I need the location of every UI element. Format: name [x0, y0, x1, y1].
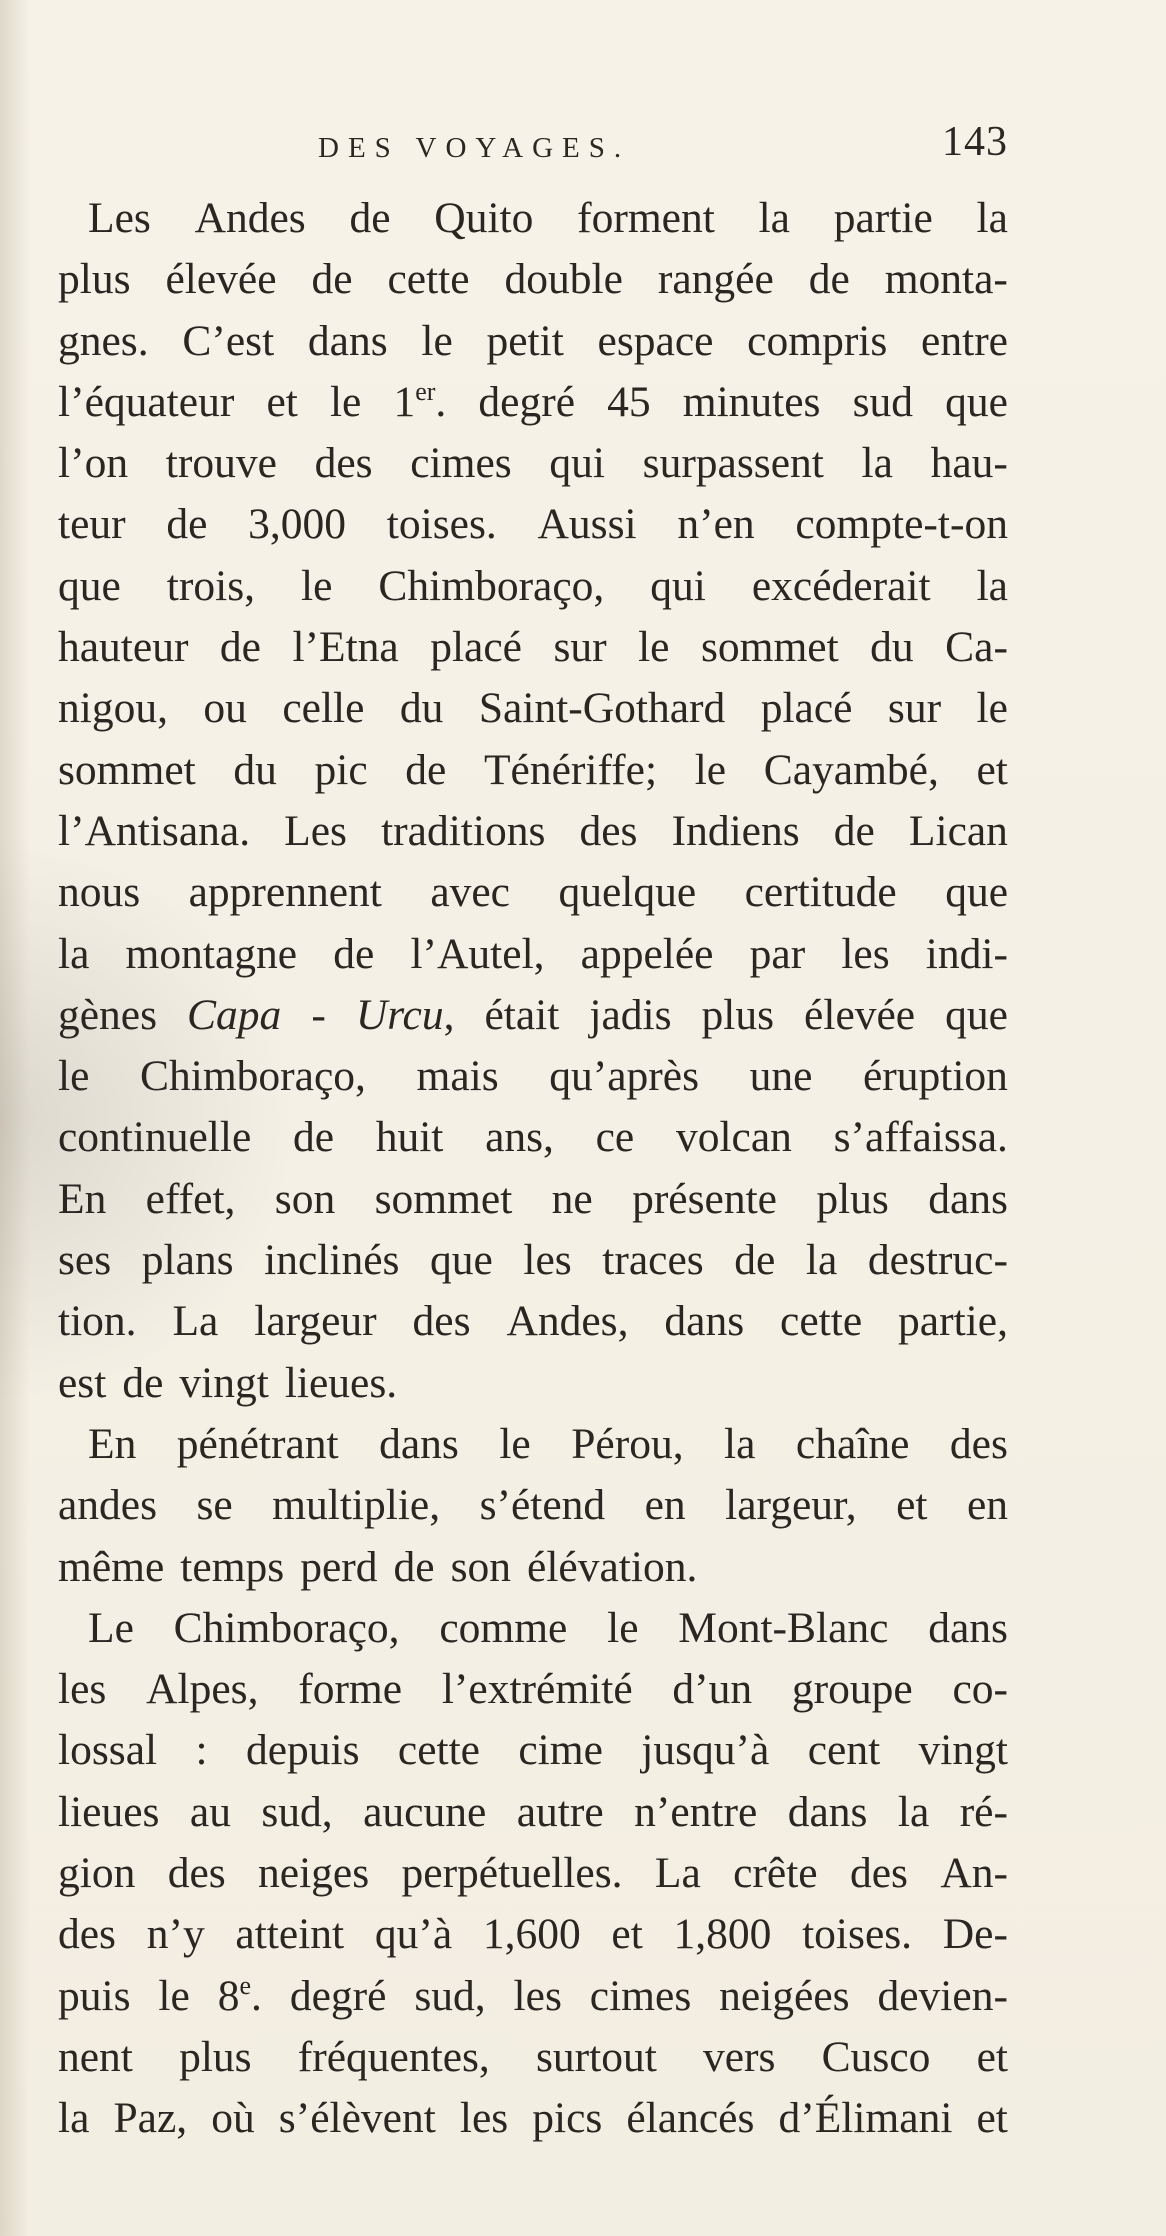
page-gutter-shadow [0, 0, 30, 2236]
text-line: même temps perd de son élévation. [58, 1542, 698, 1591]
page-number: 143 [942, 119, 1008, 165]
text-line: tion. La largeur des Andes, dans cette partie, [58, 1297, 1008, 1346]
text-line: teur de 3,000 toises. Aussi n’en compte-t-on [58, 500, 1008, 549]
text-line: puis le 8e. degré sud, les cimes neigées devien- [58, 1970, 1008, 2020]
text-line: les Alpes, forme l’extrémité d’un groupe co- [58, 1665, 1008, 1714]
text-line: la Paz, où s’élèvent les pics élancés d’Élimani et [58, 2094, 1008, 2143]
text-line: andes se multiplie, s’étend en largeur, et en [58, 1481, 1008, 1530]
text-line: gènes Capa - Urcu, était jadis plus élevée que [58, 990, 1008, 1039]
text-line: nous apprennent avec quelque certitude que [58, 868, 1008, 917]
text-line: En pénétrant dans le Pérou, la chaîne des [88, 1419, 1008, 1468]
text-line: que trois, le Chimboraço, qui excéderait la [58, 561, 1008, 610]
text-line: continuelle de huit ans, ce volcan s’affaissa. [58, 1113, 1008, 1162]
text-line: le Chimboraço, mais qu’après une éruption [58, 1052, 1008, 1101]
text-line: hauteur de l’Etna placé sur le sommet du Ca- [58, 623, 1008, 672]
text-line: sommet du pic de Ténériffe; le Cayambé, et [58, 745, 1008, 794]
text-line: plus élevée de cette double rangée de monta- [58, 255, 1008, 304]
text-line: l’on trouve des cimes qui surpassent la hau- [58, 439, 1008, 488]
page-header [58, 118, 1008, 178]
text-line: En effet, son sommet ne présente plus dans [58, 1174, 1008, 1223]
text-line: ses plans inclinés que les traces de la destruc- [58, 1236, 1008, 1285]
text-line: Les Andes de Quito forment la partie la [88, 194, 1008, 242]
text-line: gnes. C’est dans le petit espace compris entre [58, 316, 1008, 365]
running-head: DES VOYAGES. [318, 132, 631, 164]
body-text [58, 188, 1008, 2150]
text-line: nigou, ou celle du Saint-Gothard placé sur le [58, 684, 1008, 733]
text-line: lieues au sud, aucune autre n’entre dans la ré- [58, 1787, 1008, 1836]
text-line: est de vingt lieues. [58, 1358, 398, 1407]
text-line: l’équateur et le 1er. degré 45 minutes sud que [58, 376, 1008, 426]
text-line: Le Chimboraço, comme le Mont-Blanc dans [88, 1603, 1008, 1652]
text-line: la montagne de l’Autel, appelée par les indi- [58, 929, 1008, 978]
text-line: des n’y atteint qu’à 1,600 et 1,800 toises. De- [58, 1910, 1008, 1959]
text-line: l’Antisana. Les traditions des Indiens de Lican [58, 806, 1008, 855]
text-line: nent plus fréquentes, surtout vers Cusco et [58, 2032, 1008, 2081]
text-line: gion des neiges perpétuelles. La crête des An- [58, 1849, 1008, 1898]
text-line: lossal : depuis cette cime jusqu’à cent vingt [58, 1726, 1008, 1775]
